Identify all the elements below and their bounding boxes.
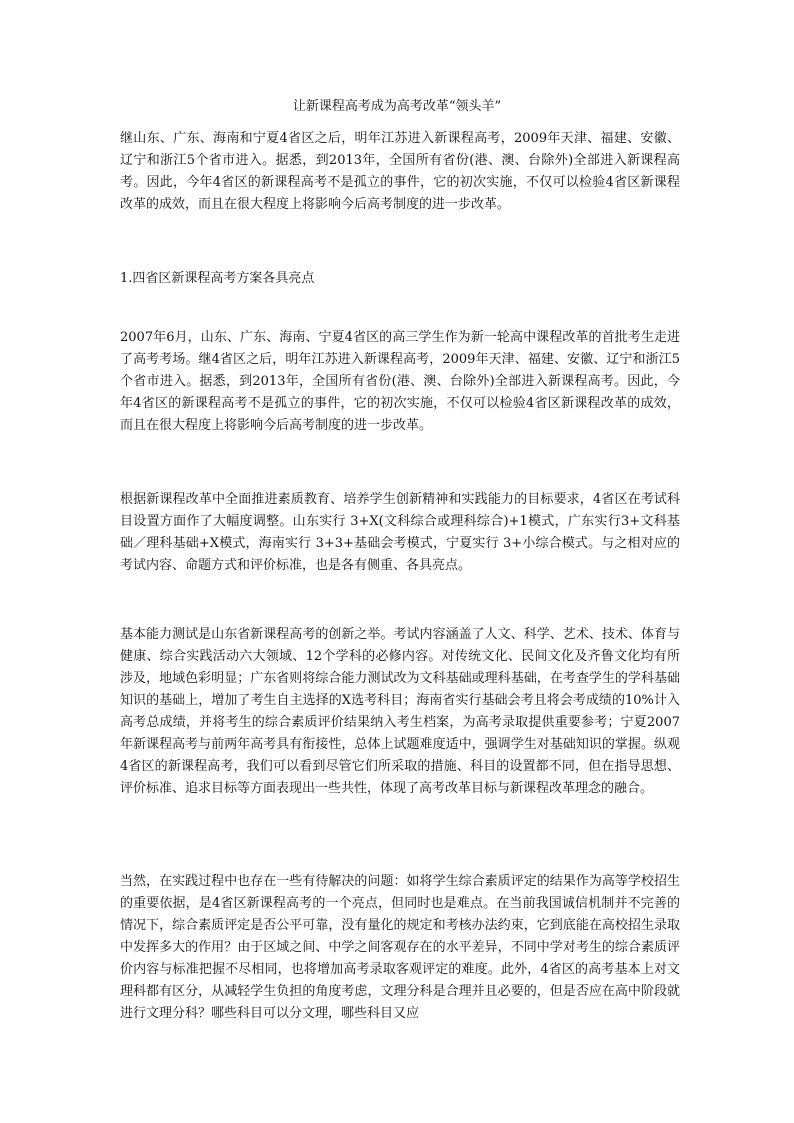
paragraph-3: 基本能力测试是山东省新课程高考的创新之举。考试内容涵盖了人文、科学、艺术、技术、体育与健康、综合实践活动六大领域、12个学科的必修内容。对传统文化、民间文化及齐鲁文化均有所涉及，地域色彩明显；广东省则将综合能力测试改为文科基础或理科基础，在考查学生的学科基础知识的基础上，增加了考生自主选择的X选考科目；海南省实行基础会考且将会考成绩的10%计入高考总成绩，并将考生的综合素质评价结果纳入考生档案，为高考录取提供重要参考；宁夏2007年新课程高考与前两年高考具有衔接性，总体上试题难度适中，强调学生对基础知识的掌握。纵观4省区的新课程高考，我们可以看到尽管它们所采取的措施、科目的设置都不同，但在指导思想、评价标准、追求目标等方面表现出一些共性，体现了高考改革目标与新课程改革理念的融合。 <box>120 627 680 796</box>
intro-paragraph: 继山东、广东、海南和宁夏4省区之后，明年江苏进入新课程高考，2009年天津、福建、安徽、辽宁和浙江5个省市进入。据悉，到2013年，全国所有省份(港、澳、台除外)全部进入新课程高考。因此，今年4省区的新课程高考不是孤立的事件，它的初次实施，不仅可以检验4省区新课程改革的成效，而且在很大程度上将影响今后高考制度的进一步改革。 <box>120 131 680 212</box>
paragraph-1: 2007年6月，山东、广东、海南、宁夏4省区的高三学生作为新一轮高中课程改革的首批考生走进了高考考场。继4省区之后，明年江苏进入新课程高考，2009年天津、福建、安徽、辽宁和浙江5个省市进入。据悉，到2013年，全国所有省份(港、澳、台除外)全部进入新课程高考。因此，今年4省区的新课程高考不是孤立的事件，它的初次实施，不仅可以检验4省区新课程改革的成效，而且在很大程度上将影响今后高考制度的进一步改革。 <box>120 330 680 433</box>
paragraph-4: 当然，在实践过程中也存在一些有待解决的问题：如将学生综合素质评定的结果作为高等学校招生的重要依据，是4省区新课程高考的一个亮点，但同时也是难点。在当前我国诚信机制并不完善的情况下，综合素质评定是否公平可靠，没有量化的规定和考核办法约束，它到底能在高校招生录取中发挥多大的作用？由于区域之间、中学之间客观存在的水平差异，不同中学对考生的综合素质评价内容与标准把握不尽相同，也将增加高考录取客观评定的难度。此外，4省区的高考基本上对文理科都有区分，从减轻学生负担的角度考虑，文理分科是合理并且必要的，但是否应在高中阶段就进行文理分科？哪些科目可以分文理，哪些科目又应 <box>120 874 680 1021</box>
section-heading: 1.四省区新课程高考方案各具亮点 <box>120 271 315 286</box>
paragraph-2: 根据新课程改革中全面推进素质教育、培养学生创新精神和实践能力的目标要求，4省区在考试科目设置方面作了大幅度调整。山东实行 3+X(文科综合或理科综合)+1模式，广东实行3+文科基础／理科基础+X模式，海南实行 3+3+基础会考模式，宁夏实行 3+小综合模式。与之相对应的考试内容、命题方式和评价标准，也是各有侧重、各具亮点。 <box>120 492 680 573</box>
document-title: 让新课程高考成为高考改革“领头羊” <box>292 99 502 114</box>
